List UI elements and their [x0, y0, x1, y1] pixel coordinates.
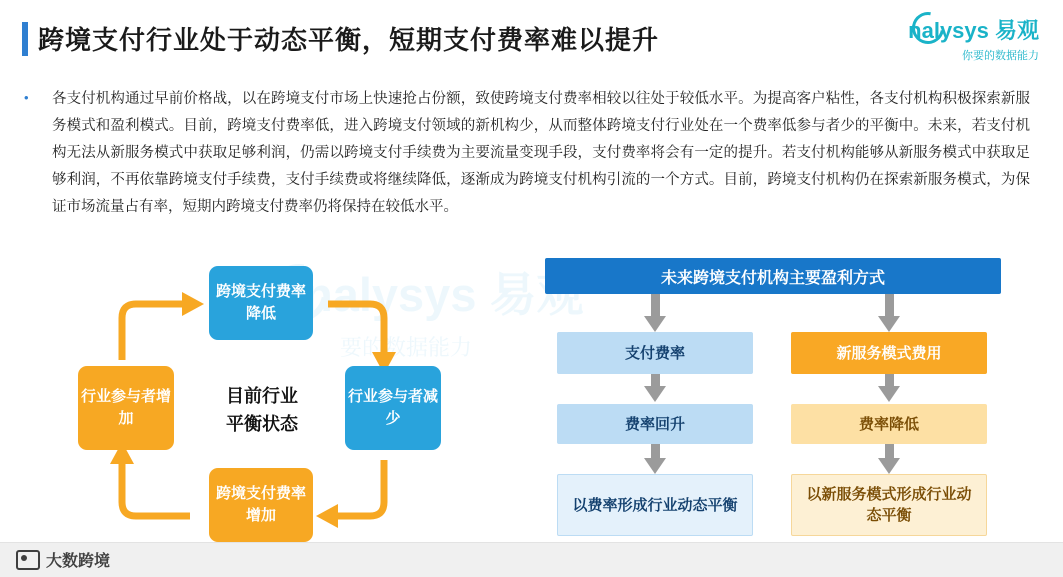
cycle-node-top: 跨境支付费率降低 — [209, 266, 313, 340]
flow-diagram — [545, 258, 1035, 568]
cycle-center-label — [192, 380, 332, 440]
flow-right-box-2: 费率降低 — [791, 404, 987, 444]
title-accent-bar — [22, 22, 28, 56]
flow-title: 未来跨境支付机构主要盈利方式 — [545, 258, 1001, 294]
watermark-main: nalysys 易观 — [304, 268, 584, 321]
flow-left-box-2: 费率回升 — [557, 404, 753, 444]
flow-left-box-1: 支付费率 — [557, 332, 753, 374]
footer-brand-icon — [16, 550, 40, 570]
cycle-center-line2: 平衡状态 — [226, 414, 298, 434]
cycle-diagram — [70, 260, 500, 560]
footer-brand-label: 大数跨境 — [46, 553, 111, 570]
analysys-logo — [859, 14, 1039, 62]
body-paragraph: 各支付机构通过早前价格战，以在跨境支付市场上快速抢占份额，致使跨境支付费率相较以往处于较低水平。为提高客户粘性，各支付机构积极探索新服务模式和盈利模式。目前，跨境支付费率低，进入跨境支付领域的新机构少，从而整体跨境支付行业处在一个费率低参与者少的平衡中。未来，若支付机构无法从新服务模式中获取足够利润，仍需以跨境支付手续费为主要流量变现手段，支付费率将会有一定的提升。若支付机构能够从新服务模式中获取足够利润，不再依靠跨境支付手续费，支付手续费或将继续降低，逐渐成为跨境支付机构引流的一个方式。目前，跨境支付机构仍在探索新服务模式，为保证市场流量占有率，短期内跨境支付费率仍将保持在较低水平。 — [52, 91, 1030, 215]
logo-name: nalysys 易观 — [908, 18, 1039, 43]
logo-tagline: 你要的数据能力 — [962, 50, 1039, 62]
page-header — [0, 0, 1063, 72]
flow-right-box-1: 新服务模式费用 — [791, 332, 987, 374]
cycle-node-bottom: 跨境支付费率增加 — [209, 468, 313, 542]
page-title: 跨境支付行业处于动态平衡，短期支付费率难以提升 — [38, 25, 660, 55]
cycle-node-right: 行业参与者减少 — [345, 366, 441, 450]
page-footer — [0, 542, 1063, 577]
bullet-marker: • — [24, 90, 29, 105]
flow-left-box-3: 以费率形成行业动态平衡 — [557, 474, 753, 536]
flow-right-box-3: 以新服务模式形成行业动态平衡 — [791, 474, 987, 536]
watermark-sub: 要的数据能力 — [340, 335, 473, 360]
cycle-node-left: 行业参与者增加 — [78, 366, 174, 450]
footer-brand — [16, 548, 110, 571]
cycle-center-line1: 目前行业 — [226, 386, 298, 406]
